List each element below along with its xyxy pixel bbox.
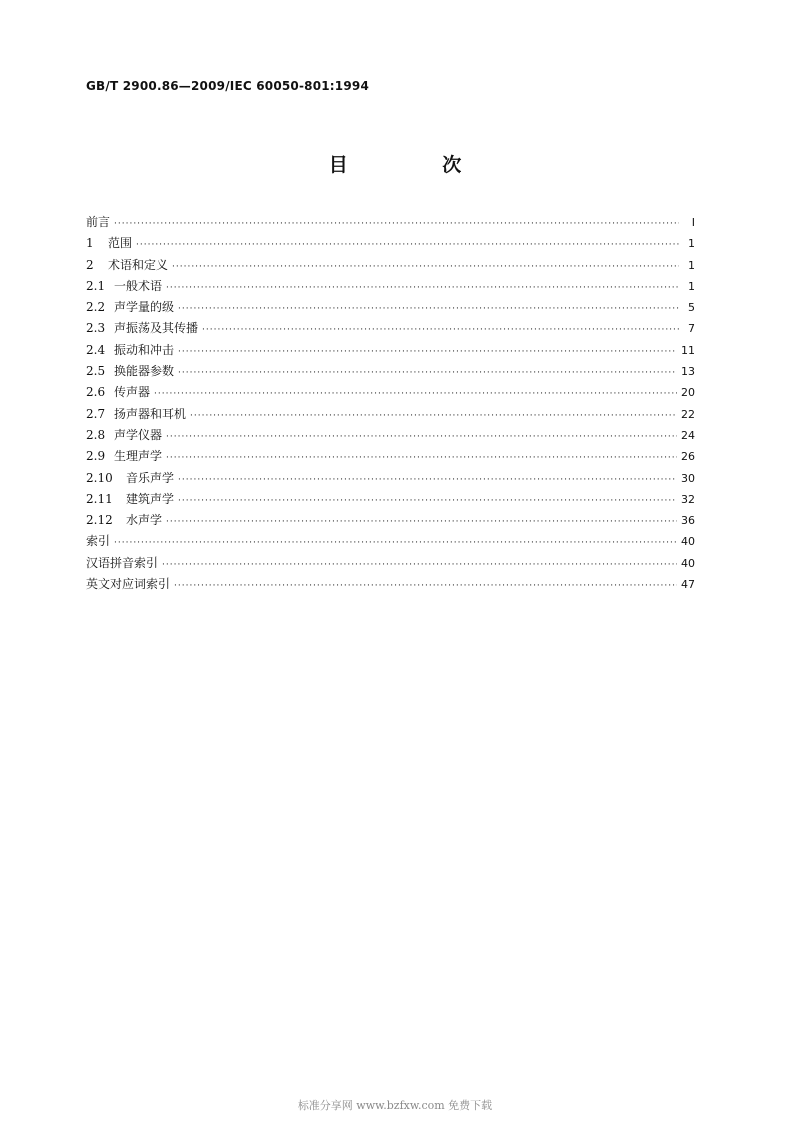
toc-entry-page: 13 [681, 365, 695, 379]
toc-entry[interactable] [86, 213, 695, 234]
toc-entry-label: 声振荡及其传播 [114, 321, 199, 336]
toc-entry-label: 扬声器和耳机 [114, 406, 187, 421]
toc-entry-number: 2.5 [86, 364, 106, 379]
toc-entry[interactable] [86, 469, 695, 490]
standard-number: GB/T 2900.86—2009/IEC 60050-801:1994 [86, 79, 370, 93]
toc-dot-leader [172, 262, 679, 272]
toc-entry-label: 术语和定义 [108, 257, 169, 272]
toc-entry-number: 2.3 [86, 321, 106, 336]
toc-entry-label: 声学量的级 [114, 300, 175, 315]
toc-entry[interactable] [86, 341, 695, 362]
toc-entry-page: Ⅰ [691, 216, 695, 229]
toc-dot-leader [202, 325, 679, 335]
toc-entry[interactable] [86, 319, 695, 340]
toc-entry-page: 36 [681, 514, 695, 528]
toc-entry-page: 7 [688, 322, 695, 336]
toc-dot-leader [136, 240, 679, 250]
toc-entry-page: 1 [688, 279, 695, 293]
toc-entry-number: 2.1 [86, 278, 106, 293]
toc-entry-label: 音乐声学 [126, 470, 175, 485]
toc-entry-label: 换能器参数 [114, 364, 175, 379]
toc-entry[interactable] [86, 532, 695, 553]
toc-entry[interactable] [86, 447, 695, 468]
toc-dot-leader [178, 496, 677, 506]
toc-entry-label: 英文对应词索引 [86, 577, 171, 592]
toc-dot-leader [174, 581, 677, 591]
toc-entry-page: 22 [681, 407, 695, 421]
toc-entry-label: 振动和冲击 [114, 342, 175, 357]
toc-dot-leader [190, 411, 677, 421]
toc-entry-page: 1 [688, 258, 695, 272]
toc-entry-number: 2.12 [86, 513, 113, 528]
toc-entry[interactable] [86, 298, 695, 319]
toc-entry[interactable] [86, 554, 695, 575]
toc-dot-leader [178, 475, 677, 485]
toc-dot-leader [178, 368, 677, 378]
toc-entry[interactable] [86, 405, 695, 426]
toc-entry[interactable] [86, 426, 695, 447]
table-of-contents [86, 213, 695, 596]
toc-entry-page: 40 [681, 535, 695, 549]
footer-watermark: 标准分享网 www.bzfxw.com 免费下载 [297, 1099, 493, 1112]
toc-entry-page: 5 [688, 301, 695, 315]
toc-entry-label: 传声器 [114, 385, 151, 400]
toc-dot-leader [166, 517, 677, 527]
toc-entry-page: 20 [681, 386, 695, 400]
toc-entry-page: 26 [681, 450, 695, 464]
toc-entry[interactable] [86, 234, 695, 255]
toc-entry-number: 2.11 [86, 491, 113, 506]
toc-entry-number: 2.8 [86, 427, 106, 442]
toc-entry-number: 2.9 [86, 449, 106, 464]
toc-entry-label: 声学仪器 [114, 427, 163, 442]
toc-entry[interactable] [86, 256, 695, 277]
toc-entry-label: 建筑声学 [126, 491, 175, 506]
toc-entry[interactable] [86, 490, 695, 511]
toc-entry-label: 汉语拼音索引 [86, 555, 159, 570]
toc-entry-number: 2.10 [86, 470, 113, 485]
toc-dot-leader [114, 219, 679, 229]
toc-entry-page: 40 [681, 556, 695, 570]
toc-entry-label: 一般术语 [114, 278, 163, 293]
toc-entry-number: 2.2 [86, 300, 106, 315]
toc-entry[interactable] [86, 383, 695, 404]
toc-dot-leader [166, 432, 677, 442]
toc-entry-page: 1 [688, 237, 695, 251]
toc-entry-number: 2.6 [86, 385, 106, 400]
page-title: 目 次 [328, 154, 506, 176]
toc-entry-label: 索引 [86, 534, 111, 549]
toc-entry-page: 30 [681, 471, 695, 485]
toc-entry-number: 2 [86, 257, 94, 272]
toc-entry-label: 水声学 [126, 513, 163, 528]
toc-entry[interactable] [86, 511, 695, 532]
toc-entry-page: 47 [681, 578, 695, 592]
toc-entry-page: 32 [681, 492, 695, 506]
toc-entry-number: 2.7 [86, 406, 106, 421]
toc-entry[interactable] [86, 575, 695, 596]
toc-dot-leader [162, 560, 677, 570]
toc-dot-leader [178, 347, 677, 357]
toc-entry-label: 范围 [108, 236, 133, 251]
toc-entry-page: 24 [681, 428, 695, 442]
toc-entry-label: 生理声学 [114, 449, 163, 464]
toc-entry-number: 1 [86, 236, 94, 251]
toc-dot-leader [166, 283, 679, 293]
toc-dot-leader [114, 538, 677, 548]
toc-entry[interactable] [86, 277, 695, 298]
toc-dot-leader [154, 389, 677, 399]
toc-entry-label: 前言 [86, 215, 111, 229]
toc-dot-leader [178, 304, 679, 314]
toc-entry-number: 2.4 [86, 342, 106, 357]
toc-entry-page: 11 [681, 343, 695, 357]
toc-entry[interactable] [86, 362, 695, 383]
toc-dot-leader [166, 453, 677, 463]
